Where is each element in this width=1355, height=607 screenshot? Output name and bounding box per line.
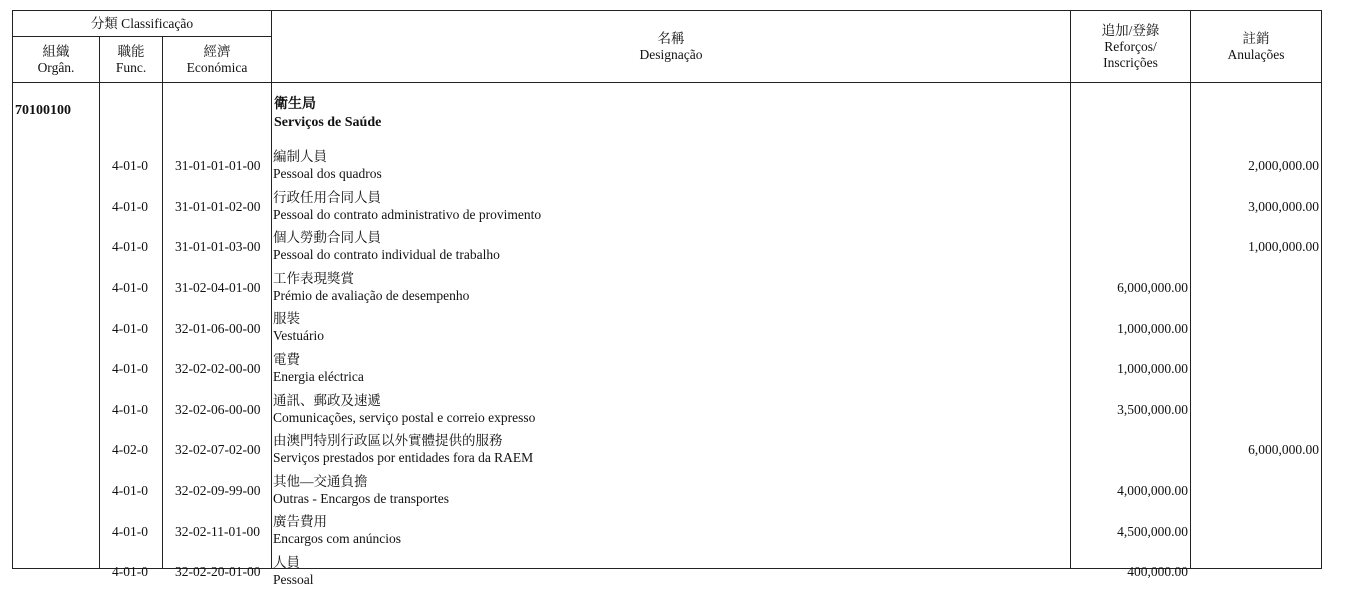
- func-header: [100, 37, 163, 83]
- designation-row: [272, 552, 1070, 593]
- func-code-row: [100, 146, 162, 187]
- classification-header: 分類 Classificação: [13, 11, 272, 37]
- annulments-header-pt: Anulações: [1227, 46, 1285, 62]
- annulments-row: [1191, 349, 1321, 390]
- eco-code: 31-02-04-01-00: [175, 280, 261, 296]
- annulments-row: [1191, 227, 1321, 268]
- eco-code-row: [163, 430, 271, 471]
- eco-code-row: [163, 552, 271, 593]
- func-code-row: [100, 349, 162, 390]
- eco-code-row: [163, 390, 271, 431]
- func-code: 4-01-0: [112, 158, 148, 174]
- eco-code: 31-01-01-02-00: [175, 198, 261, 214]
- item-name-pt: Energia eléctrica: [273, 368, 364, 384]
- designation-row: [272, 227, 1070, 268]
- item-name-pt: Pessoal do contrato individual de trabalho: [273, 247, 500, 263]
- additions-row: [1071, 430, 1190, 471]
- additions-amount: 1,000,000.00: [1117, 361, 1188, 377]
- designation-text: [272, 430, 1070, 466]
- additions-header: [1071, 11, 1191, 83]
- eco-code: 32-02-20-01-00: [175, 564, 261, 580]
- additions-header-pt1: Reforços/: [1104, 38, 1157, 54]
- additions-row: [1071, 308, 1190, 349]
- item-name-pt: Pessoal dos quadros: [273, 166, 382, 181]
- additions-amount: 400,000.00: [1127, 564, 1188, 580]
- item-name-pt: Encargos com anúncios: [273, 531, 401, 547]
- designation-text: [272, 349, 1070, 385]
- func-code: 4-01-0: [112, 280, 148, 296]
- eco-code: 32-01-06-00-00: [175, 320, 261, 336]
- func-column: [100, 83, 163, 580]
- item-name-zh: 服裝: [273, 311, 300, 327]
- annulments-row: [1191, 308, 1321, 349]
- func-code: 4-01-0: [112, 483, 148, 499]
- eco-code: 32-02-09-99-00: [175, 483, 261, 499]
- annulments-amount: 2,000,000.00: [1248, 158, 1319, 174]
- additions-header-zh: 追加/登錄: [1101, 22, 1160, 38]
- designation-row: [272, 390, 1070, 431]
- designation-text: [272, 227, 1070, 263]
- designation-row: [272, 187, 1070, 228]
- func-code-row: [100, 268, 162, 309]
- eco-code: 32-02-11-01-00: [175, 523, 260, 539]
- additions-row: [1071, 187, 1190, 228]
- eco-header: [163, 37, 272, 83]
- additions-row: [1071, 511, 1190, 552]
- func-code: 4-01-0: [112, 564, 148, 580]
- designation-text: [272, 552, 1070, 588]
- department-title: [274, 96, 381, 132]
- designation-row: [272, 511, 1070, 552]
- designation-text: [272, 471, 1070, 507]
- func-code-row: [100, 430, 162, 471]
- annulments-header-zh: 註銷: [1242, 30, 1270, 46]
- func-code-row: [100, 227, 162, 268]
- designation-text: [272, 390, 1070, 426]
- designation-text: [272, 511, 1070, 547]
- func-code: 4-01-0: [112, 401, 148, 417]
- department-name-pt: Serviços de Saúde: [274, 115, 382, 130]
- annulments-row: [1191, 471, 1321, 512]
- annulments-row: [1191, 430, 1321, 471]
- additions-row: [1071, 146, 1190, 187]
- designation-row: [272, 471, 1070, 512]
- eco-code-row: [163, 349, 271, 390]
- item-name-pt: Pessoal do contrato administrativo de provimento: [273, 206, 542, 222]
- item-name-pt: Comunicações, serviço postal e correio expresso: [273, 409, 536, 425]
- additions-amount: 6,000,000.00: [1117, 280, 1188, 296]
- additions-row: [1071, 390, 1190, 431]
- annulments-header: [1191, 11, 1322, 83]
- item-name-pt: Prémio de avaliação de desempenho: [273, 287, 470, 303]
- designation-text: [272, 187, 1070, 223]
- item-name-zh: 其他—交通負擔: [273, 473, 368, 489]
- eco-code: 32-02-06-00-00: [175, 401, 261, 417]
- item-name-zh: 人員: [273, 554, 300, 570]
- eco-code-row: [163, 268, 271, 309]
- designation-row: [272, 430, 1070, 471]
- func-code-row: [100, 471, 162, 512]
- annulments-amount: 6,000,000.00: [1248, 442, 1319, 458]
- designation-row: [272, 268, 1070, 309]
- func-code-row: [100, 187, 162, 228]
- additions-amount: 4,000,000.00: [1117, 483, 1188, 499]
- item-name-pt: Vestuário: [273, 328, 324, 344]
- func-code-row: [100, 511, 162, 552]
- eco-column: [163, 83, 272, 580]
- item-name-zh: 電費: [273, 351, 300, 367]
- budget-table-sheet: [12, 10, 1322, 587]
- annulments-row: [1191, 552, 1321, 593]
- eco-code-row: [163, 227, 271, 268]
- org-header-pt: Orgân.: [37, 59, 75, 75]
- designation-column: [272, 83, 1071, 587]
- budget-table: [12, 10, 1322, 587]
- annulments-amount: 1,000,000.00: [1248, 239, 1319, 255]
- func-code: 4-01-0: [112, 198, 148, 214]
- additions-row: [1071, 268, 1190, 309]
- org-header-zh: 組織: [42, 43, 70, 59]
- department-name-zh: 衛生局: [274, 97, 316, 112]
- eco-code: 32-02-07-02-00: [175, 442, 261, 458]
- department-code: 70100100: [15, 103, 71, 118]
- func-code: 4-02-0: [112, 442, 148, 458]
- annulments-column: [1191, 83, 1322, 569]
- item-name-zh: 個人勞動合同人員: [273, 230, 381, 246]
- additions-row: [1071, 552, 1190, 593]
- annulments-row: [1191, 511, 1321, 552]
- designation-header: [272, 11, 1071, 83]
- func-code-row: [100, 552, 162, 593]
- item-name-zh: 行政任用合同人員: [273, 189, 381, 205]
- annulments-row: [1191, 390, 1321, 431]
- eco-code: 31-01-01-03-00: [175, 239, 261, 255]
- eco-code-row: [163, 471, 271, 512]
- func-code-row: [100, 390, 162, 431]
- item-name-pt: Serviços prestados por entidades fora da RAEM: [273, 450, 534, 466]
- func-code: 4-01-0: [112, 361, 148, 377]
- annulments-row: [1191, 268, 1321, 309]
- item-name-zh: 通訊、郵政及速遞: [273, 392, 381, 408]
- designation-row: [272, 308, 1070, 349]
- eco-code-row: [163, 308, 271, 349]
- eco-code-row: [163, 187, 271, 228]
- item-name-zh: 由澳門特別行政區以外實體提供的服務: [273, 433, 503, 449]
- eco-code-row: [163, 511, 271, 552]
- func-header-zh: 職能: [117, 43, 145, 59]
- designation-text: [272, 308, 1070, 344]
- item-name-zh: 編制人員: [273, 149, 327, 164]
- designation-row: [272, 146, 1070, 187]
- item-name-pt: Outras - Encargos de transportes: [273, 490, 449, 506]
- item-name-zh: 廣告費用: [273, 514, 327, 530]
- designation-row: [272, 349, 1070, 390]
- additions-header-pt2: Inscrições: [1103, 54, 1158, 70]
- additions-row: [1071, 227, 1190, 268]
- designation-header-zh: 名稱: [657, 30, 685, 46]
- additions-column: [1071, 83, 1191, 580]
- item-name-pt: Pessoal: [273, 571, 314, 587]
- additions-row: [1071, 471, 1190, 512]
- designation-text: [272, 268, 1070, 304]
- org-column: [13, 83, 100, 569]
- additions-row: [1071, 349, 1190, 390]
- org-header: [13, 37, 100, 83]
- func-code: 4-01-0: [112, 239, 148, 255]
- designation-header-pt: Designação: [639, 46, 703, 62]
- func-code-row: [100, 308, 162, 349]
- eco-header-pt: Económica: [186, 59, 248, 75]
- annulments-row: [1191, 187, 1321, 228]
- annulments-row: [1191, 146, 1321, 187]
- func-code: 4-01-0: [112, 320, 148, 336]
- eco-code-row: [163, 146, 271, 187]
- eco-code: 32-02-02-00-00: [175, 361, 261, 377]
- item-name-zh: 工作表現獎賞: [273, 270, 354, 286]
- additions-amount: 4,500,000.00: [1117, 523, 1188, 539]
- eco-header-zh: 經濟: [203, 43, 231, 59]
- func-code: 4-01-0: [112, 523, 148, 539]
- additions-amount: 3,500,000.00: [1117, 401, 1188, 417]
- func-header-pt: Func.: [115, 59, 147, 75]
- designation-text: [272, 146, 1070, 182]
- annulments-amount: 3,000,000.00: [1248, 198, 1319, 214]
- additions-amount: 1,000,000.00: [1117, 320, 1188, 336]
- eco-code: 31-01-01-01-00: [175, 158, 261, 174]
